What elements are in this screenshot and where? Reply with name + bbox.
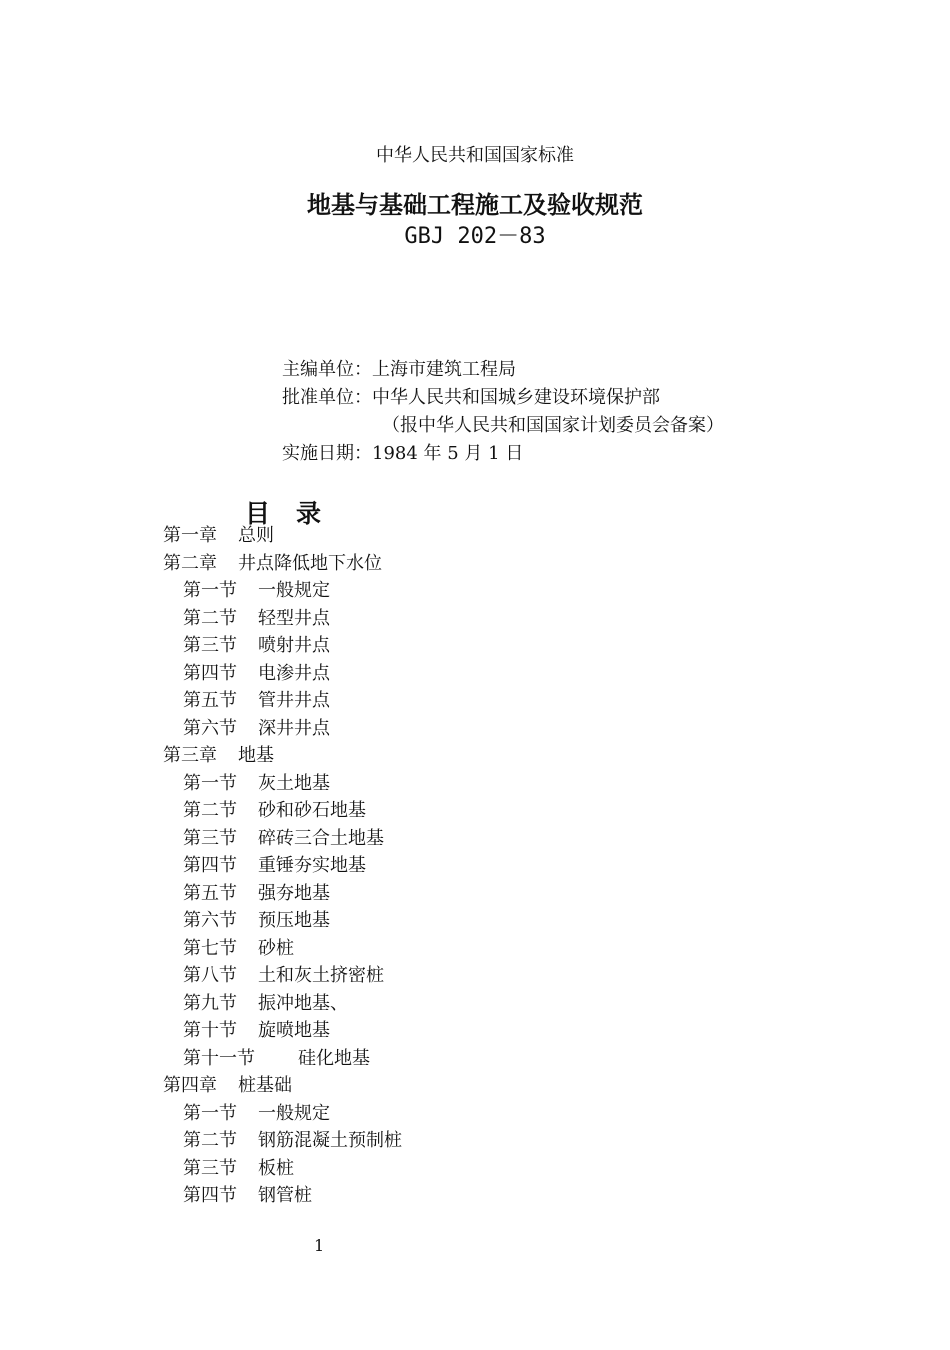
toc-section-entry bbox=[163, 687, 402, 715]
toc-heading: 目录 bbox=[245, 499, 348, 528]
page-number: 1 bbox=[314, 1236, 325, 1255]
toc-section-entry bbox=[163, 880, 402, 908]
toc-entry-number: 第一章 bbox=[163, 525, 217, 546]
document-title: 地基与基础工程施工及验收规范 bbox=[307, 190, 643, 219]
toc-entry-title: 砂和砂石地基 bbox=[258, 800, 366, 821]
toc-entry-number: 第二节 bbox=[183, 800, 237, 821]
toc-entry-title: 电渗井点 bbox=[258, 662, 330, 684]
toc-section-entry bbox=[163, 1127, 402, 1155]
toc-entry-title: 钢筋混凝土预制桩 bbox=[258, 1130, 402, 1151]
toc-entry-title: 钢管桩 bbox=[258, 1185, 312, 1206]
standard-code: GBJ 202－83 bbox=[404, 224, 546, 249]
editor-unit: 主编单位：上海市建筑工程局 bbox=[282, 359, 516, 380]
toc-section-entry bbox=[163, 907, 402, 935]
toc-entry-title: 灰土地基 bbox=[258, 772, 330, 794]
toc-entry-title: 喷射井点 bbox=[258, 635, 330, 656]
toc-section-entry bbox=[163, 715, 402, 743]
toc-section-entry bbox=[163, 797, 402, 825]
toc-entry-title: 重锤夯实地基 bbox=[258, 855, 366, 876]
toc-entry-number: 第二节 bbox=[183, 607, 237, 629]
toc-entry-title: 总则 bbox=[238, 525, 274, 546]
filing-note: （报中华人民共和国国家计划委员会备案） bbox=[382, 415, 724, 436]
toc-entry-title: 预压地基 bbox=[258, 910, 330, 931]
toc-entry-title: 振冲地基、 bbox=[258, 992, 348, 1014]
toc-entry-number: 第十节 bbox=[183, 1020, 237, 1041]
toc-entry-number: 第一节 bbox=[183, 1102, 237, 1124]
toc-entry-title: 管井井点 bbox=[258, 690, 330, 711]
toc-entry-title: 砂桩 bbox=[258, 937, 294, 959]
toc-entry-number: 第三章 bbox=[163, 745, 217, 766]
toc-entry-title: 旋喷地基 bbox=[258, 1020, 330, 1041]
toc-section-entry bbox=[163, 935, 402, 963]
toc-entry-title: 一般规定 bbox=[258, 580, 330, 601]
toc-entry-title: 深井井点 bbox=[258, 717, 330, 739]
toc-section-entry bbox=[163, 1100, 402, 1128]
toc-entry-title: 一般规定 bbox=[258, 1102, 330, 1124]
toc-section-entry bbox=[163, 962, 402, 990]
toc-entry-number: 第五节 bbox=[183, 882, 237, 904]
toc-entry-number: 第四节 bbox=[183, 662, 237, 684]
toc-entry-number: 第一节 bbox=[183, 772, 237, 794]
toc-section-entry bbox=[163, 852, 402, 880]
toc-entry-title: 轻型井点 bbox=[258, 607, 330, 629]
toc-entry-number: 第七节 bbox=[183, 937, 237, 959]
toc-entry-title: 地基 bbox=[238, 745, 274, 766]
toc-entry-number: 第九节 bbox=[183, 992, 237, 1014]
toc-entry-number: 第一节 bbox=[183, 580, 237, 601]
toc-entry-title: 桩基础 bbox=[238, 1075, 292, 1096]
toc-section-entry bbox=[163, 660, 402, 688]
toc-section-entry bbox=[163, 990, 402, 1018]
toc-entry-title: 强夯地基 bbox=[258, 882, 330, 904]
toc-entry-number: 第三节 bbox=[183, 1157, 237, 1179]
toc-section-entry bbox=[163, 577, 402, 605]
approval-unit: 批准单位：中华人民共和国城乡建设环境保护部 bbox=[282, 387, 660, 408]
standard-label: 中华人民共和国国家标准 bbox=[376, 145, 574, 166]
toc-section-entry bbox=[163, 632, 402, 660]
toc-section-entry bbox=[163, 1045, 402, 1073]
toc-entry-number: 第四章 bbox=[163, 1075, 217, 1096]
toc-entry-title: 井点降低地下水位 bbox=[238, 552, 382, 574]
effective-date: 实施日期：1984 年 5 月 1 日 bbox=[282, 443, 524, 464]
toc-entry-number: 第二节 bbox=[183, 1130, 237, 1151]
toc-chapter-entry bbox=[163, 742, 402, 770]
toc-section-entry bbox=[163, 605, 402, 633]
toc-chapter-entry bbox=[163, 522, 402, 550]
toc-entry-number: 第五节 bbox=[183, 690, 237, 711]
toc-entry-number: 第八节 bbox=[183, 965, 237, 986]
toc-entry-number: 第三节 bbox=[183, 827, 237, 849]
toc-section-entry bbox=[163, 1155, 402, 1183]
toc-entry-title: 板桩 bbox=[258, 1157, 294, 1179]
toc-entry-number: 第六节 bbox=[183, 717, 237, 739]
toc-section-entry bbox=[163, 825, 402, 853]
toc-chapter-entry bbox=[163, 550, 402, 578]
toc-entry-title: 硅化地基 bbox=[298, 1047, 370, 1069]
toc-section-entry bbox=[163, 1182, 402, 1210]
toc-section-entry bbox=[163, 770, 402, 798]
toc-entry-number: 第四节 bbox=[183, 855, 237, 876]
toc-entry-number: 第四节 bbox=[183, 1185, 237, 1206]
toc-entry-number: 第六节 bbox=[183, 910, 237, 931]
toc-entry-title: 土和灰土挤密桩 bbox=[258, 965, 384, 986]
toc-chapter-entry bbox=[163, 1072, 402, 1100]
toc-section-entry bbox=[163, 1017, 402, 1045]
toc-entry-title: 碎砖三合土地基 bbox=[258, 827, 384, 849]
table-of-contents bbox=[163, 522, 402, 1210]
toc-entry-number: 第二章 bbox=[163, 552, 217, 574]
toc-entry-number: 第三节 bbox=[183, 635, 237, 656]
toc-entry-number: 第十一节 bbox=[183, 1047, 255, 1069]
